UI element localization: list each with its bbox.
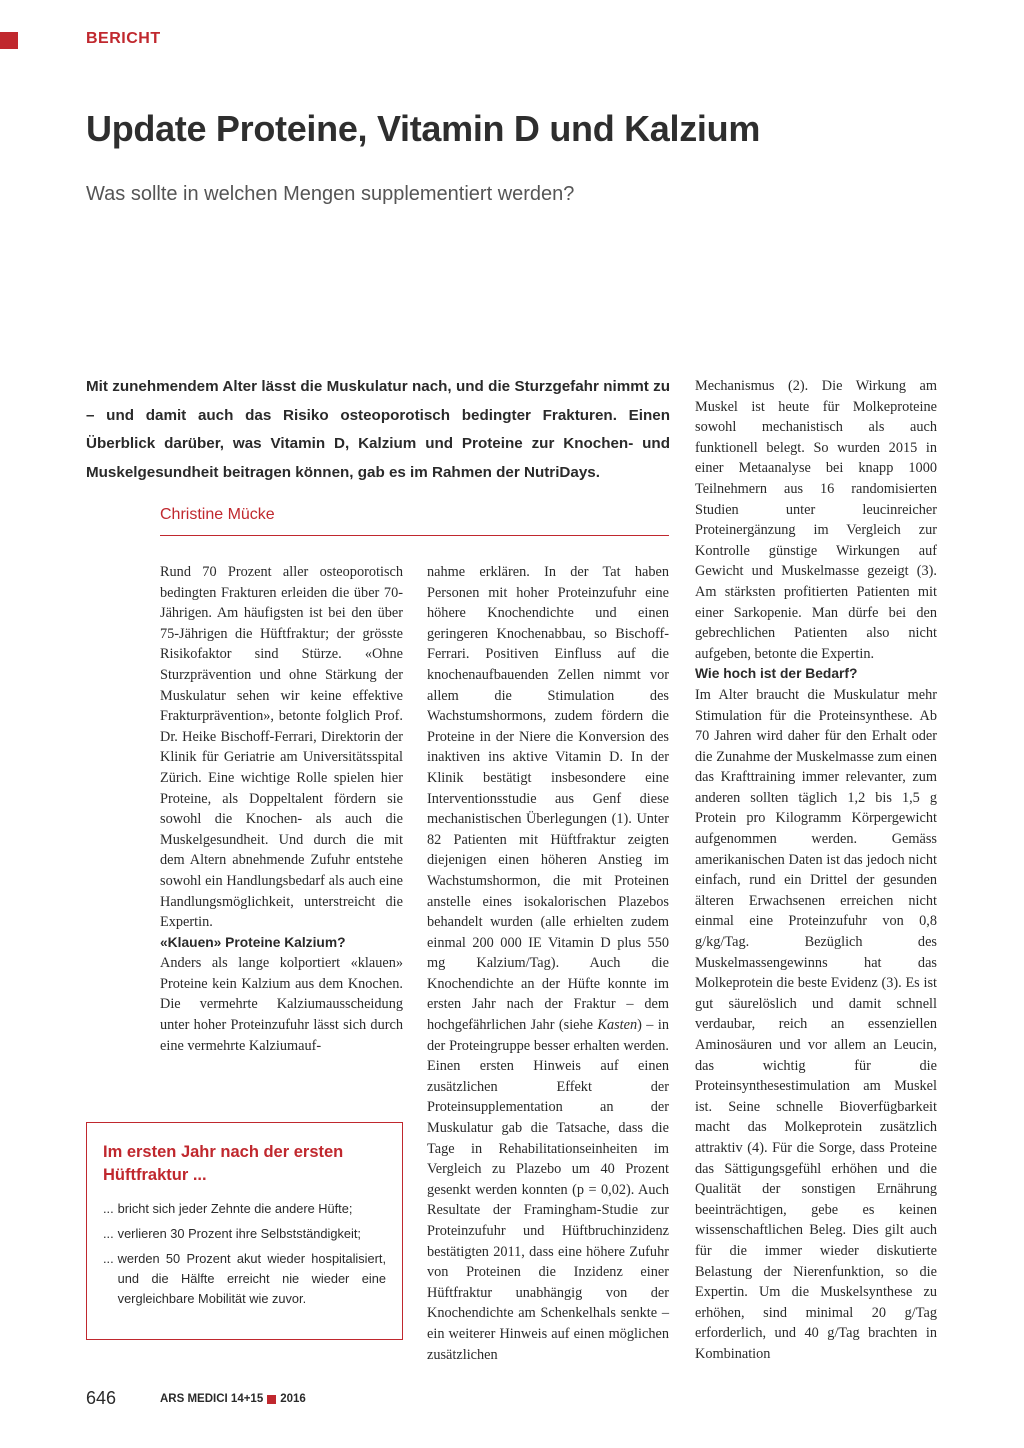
info-box-item: [103, 1199, 386, 1219]
page-number: 646: [86, 1388, 117, 1408]
paragraph: [427, 562, 669, 1365]
paragraph: Mechanismus (2). Die Wirkung am Muskel ist heute für Molkeproteine sowohl mechanistisch als auch funktionell belegt. So wurden 2015 in einer Metaanalyse bei knapp 1000 Teilnehmern aus 16 randomisierten Studien unter leucinreicher Proteinergänzung im Vergleich zur Kontrolle günstige Wirkungen auf Gewicht und Muskelmasse gezeigt (3). Am stärksten profitierten Patienten mit einer Sarkopenie. Man dürfe bei den gebrechlichen Patienten also nicht aufgeben, betonte die Expertin.: [695, 378, 937, 662]
info-box: [86, 1122, 403, 1340]
paragraph-part: nahme erklären. In der Tat haben Personen mit hoher Proteinzufuhr eine höhere Knochendichte und einen geringeren Knochenabbau, so Bischoff-Ferrari. Positiven Einfluss auf die knochenaufbauenden Zellen nimmt vor allem die Stimulation des Wachstumshormons, zudem fördern die Proteine in der Niere die Konversion des inaktiven ins aktive Vitamin D. In der Klinik bestätigt insbesondere eine Interventionsstudie aus Genf diese mechanistischen Überlegungen (1). Unter 82 Patienten mit Hüftfraktur zeigten diejenigen einen höheren Anstieg im Wachstumshormon, die mit Proteinen anstelle eines isokalorischen Plazebos behandelt wurden (alle erhielten zudem einmal 200 000 IE Vitamin D plus 550 mg Kalzium/Tag). Auch die Knochendichte an der Hüfte konnte im ersten Jahr nach der Fraktur – dem hochgefährlichen Jahr (siehe: [427, 564, 669, 1034]
info-box-item: [103, 1249, 386, 1309]
author-divider: [160, 535, 669, 536]
info-box-item-text: verlieren 30 Prozent ihre Selbstständigkeit;: [117, 1226, 361, 1241]
article-author: Christine Mücke: [160, 506, 275, 523]
section-marker: [0, 32, 18, 49]
info-box-title: Im ersten Jahr nach der ersten Hüftfraktur ...: [103, 1143, 344, 1184]
info-box-item-text: bricht sich jeder Zehnte die andere Hüfte;: [117, 1201, 353, 1216]
article-lead: Mit zunehmendem Alter lässt die Muskulatur nach, und die Sturzgefahr nimmt zu – und damit auch das Risiko osteoporotisch bedingter Frakturen. Einen Überblick darüber, was Vitamin D, Kalzium und Proteine zur Knochen- und Muskelgesundheit beitragen können, gab es im Rahmen der NutriDays.: [86, 378, 670, 481]
paragraph: Im Alter braucht die Muskulatur mehr Stimulation für die Proteinsynthese. Ab 70 Jahren wird daher für den Erhalt oder die Zunahme der Muskelmasse zum einen das Krafttraining immer relevanter, zum anderen sollten täglich 1,2 bis 1,5 g Protein pro Kilogramm Körpergewicht aufgenommen werden. Gemäss amerikanischen Daten ist das jedoch nicht einfach, rund ein Drittel der gesunden älteren Erwachsenen erreichen nicht einmal eine Proteinzufuhr von 0,8 g/kg/Tag. Bezüglich des Muskelmassengewinns hat das Molkeprotein die beste Evidenz (3). Es ist gut säurelöslich und damit schnell verdaubar, reich an essenziellen Aminosäuren und vor allem an Leucin, das wichtig für die Proteinsynthesestimulation am Muskel ist. Seine schnelle Bioverfügbarkeit macht das Molkeprotein zusätzlich attraktiv (4). Für die Sorge, dass Proteine das Sättigungsgefühl erhöhen und die Qualität der sonstigen Ernährung beeinträchtigen, gebe es keinen wissenschaftlichen Beleg. Dies gilt auch für die immer wieder diskutierte Belastung der Nierenfunktion, so die Expertin. Um die Muskelsynthese zu erhöhen, sind minimal 20 g/Tag erforderlich, und 40 g/Tag brachten in Kombination: [695, 686, 937, 1362]
journal-name: ARS MEDICI 14+15: [160, 1393, 264, 1405]
article-title: Update Proteine, Vitamin D und Kalzium: [86, 108, 761, 149]
footer-square-marker: [267, 1395, 276, 1404]
paragraph: Rund 70 Prozent aller osteoporotisch bedingten Frakturen erleiden die über 70-Jährigen. Am häufigsten ist bei den über 75-Jährigen die Hüftfraktur; der grösste Risikofaktor sind Stürze. «Ohne Sturzprävention und ohne Stärkung der Muskulatur sehen wir keine effektive Frakturprävention», betonte folglich Prof. Dr. Heike Bischoff-Ferrari, Direktorin der Klinik für Geriatrie am Universitätsspital Zürich. Eine wichtige Rolle spielen hier Proteine, als Doppeltalent fördern sie sowohl die Knochen- als auch die Muskelgesundheit. Und durch die mit dem Altern abnehmende Zufuhr entstehe sowohl ein Handlungsbedarf als auch eine Handlungsmöglichkeit, unterstreicht die Expertin.: [160, 564, 403, 931]
article-subtitle: Was sollte in welchen Mengen supplementiert werden?: [86, 183, 575, 205]
text-column-1: [160, 562, 403, 1056]
ellipsis-prefix: ...: [103, 1201, 114, 1216]
subheading: «Klauen» Proteine Kalzium?: [160, 934, 346, 950]
info-box-item-text: werden 50 Prozent akut wieder hospitalisiert, und die Hälfte erreicht nie wieder eine vergleichbare Mobilität wie zuvor.: [117, 1251, 386, 1306]
section-label: BERICHT: [86, 30, 161, 47]
paragraph: Anders als lange kolportiert «klauen» Proteine kein Kalzium aus dem Knochen. Die vermehrte Kalziumausscheidung unter hoher Proteinzufuhr lässt sich durch eine vermehrte Kalziumauf-: [160, 955, 403, 1054]
journal-footer: [160, 1393, 306, 1405]
subheading: Wie hoch ist der Bedarf?: [695, 666, 858, 682]
paragraph-part: ) – in der Proteingruppe besser erhalten werden. Einen ersten Hinweis auf einen zusätzlichen Effekt der Proteinsupplementation an der Muskulatur gab die Tatsache, dass die Tage in Rehabilitationseinheiten im Vergleich zu Plazebo um 40 Prozent gesenkt werden konnten (p = 0,02). Auch Resultate der Framingham-Studie zur Proteinzufuhr und Hüftbruchinzidenz bestätigten 2011, dass eine höhere Zufuhr von Proteinen die Inzidenz einer Hüftfraktur unabhängig von der Knochendichte am Schenkelhals senkte – ein weiterer Hinweis auf einen möglichen zusätzlichen: [427, 1017, 669, 1363]
paragraph-emphasis: Kasten: [597, 1017, 638, 1034]
info-box-item: [103, 1224, 386, 1244]
text-column-3: [695, 376, 937, 1365]
ellipsis-prefix: ...: [103, 1251, 114, 1266]
journal-year: 2016: [280, 1393, 306, 1405]
text-column-2: [427, 562, 669, 1365]
ellipsis-prefix: ...: [103, 1226, 114, 1241]
